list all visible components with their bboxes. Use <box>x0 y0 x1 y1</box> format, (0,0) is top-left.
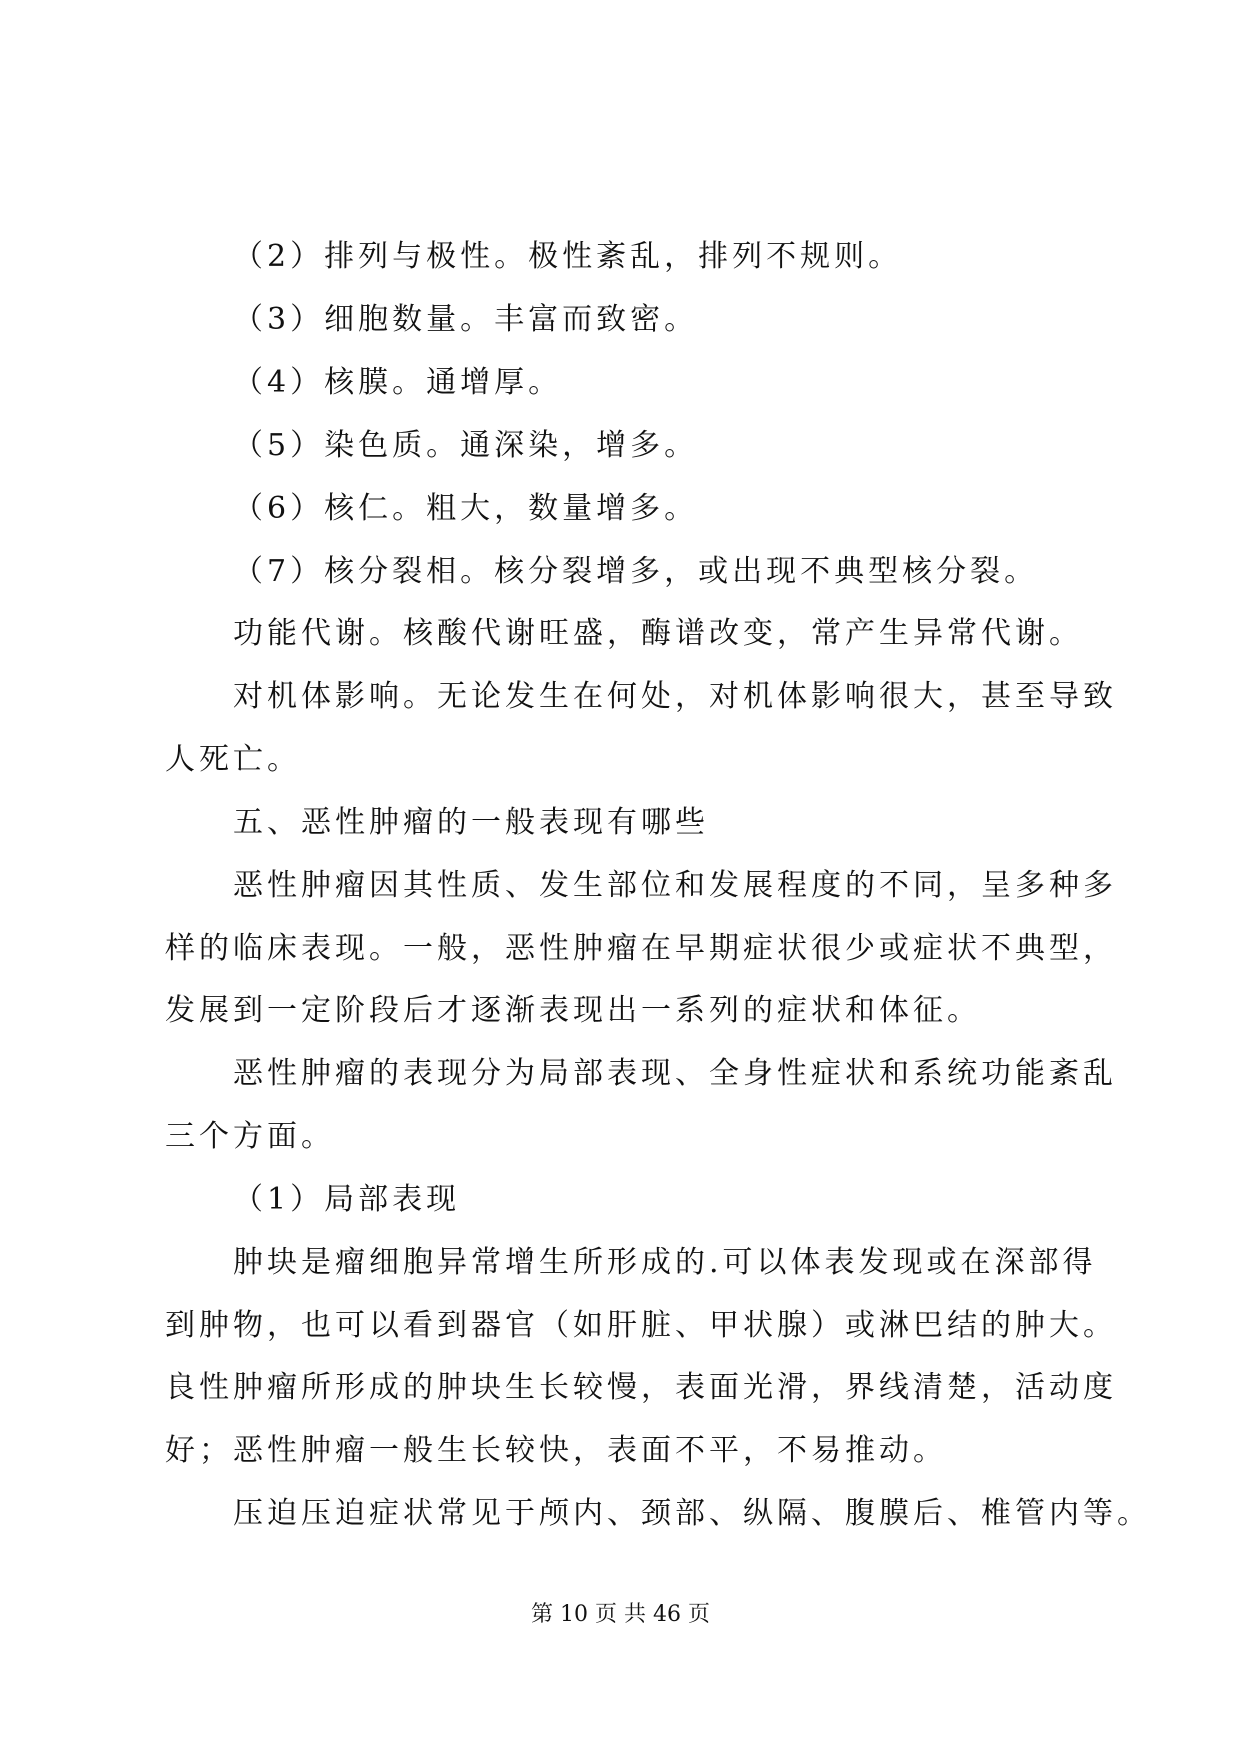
page-number-footer: 第 10 页 共 46 页 <box>531 1602 710 1627</box>
text-line: 样的临床表现。一般，恶性肿瘤在早期症状很少或症状不典型， <box>165 931 1117 966</box>
text-line: 好；恶性肿瘤一般生长较快，表面不平，不易推动。 <box>165 1433 947 1468</box>
text-line: 恶性肿瘤的表现分为局部表现、全身性症状和系统功能紊乱 <box>233 1056 1117 1091</box>
section-heading: 五、恶性肿瘤的一般表现有哪些 <box>233 805 709 840</box>
text-line: 发展到一定阶段后才逐渐表现出一系列的症状和体征。 <box>165 993 981 1028</box>
text-line: （7）核分裂相。核分裂增多，或出现不典型核分裂。 <box>233 554 1039 589</box>
text-line: （2）排列与极性。极性紊乱，排列不规则。 <box>233 239 903 274</box>
text-line: 三个方面。 <box>165 1119 335 1154</box>
text-line: （4）核膜。通增厚。 <box>233 365 563 400</box>
text-line: 压迫压迫症状常见于颅内、颈部、纵隔、腹膜后、椎管内等。 <box>233 1496 1151 1531</box>
text-line: （5）染色质。通深染，增多。 <box>233 428 699 463</box>
text-line: 良性肿瘤所形成的肿块生长较慢，表面光滑，界线清楚，活动度 <box>165 1370 1117 1405</box>
text-line: 人死亡。 <box>165 742 301 777</box>
subsection-heading: （1）局部表现 <box>233 1182 461 1217</box>
text-line: 到肿物，也可以看到器官（如肝脏、甲状腺）或淋巴结的肿大。 <box>165 1308 1117 1343</box>
text-line: 恶性肿瘤因其性质、发生部位和发展程度的不同，呈多种多 <box>233 868 1117 903</box>
text-line: （3）细胞数量。丰富而致密。 <box>233 302 699 337</box>
text-line: 功能代谢。核酸代谢旺盛，酶谱改变，常产生异常代谢。 <box>233 616 1083 651</box>
text-line: 对机体影响。无论发生在何处，对机体影响很大，甚至导致 <box>233 679 1117 714</box>
text-line: 肿块是瘤细胞异常增生所形成的.可以体表发现或在深部得 <box>233 1245 1097 1280</box>
text-line: （6）核仁。粗大，数量增多。 <box>233 491 699 526</box>
